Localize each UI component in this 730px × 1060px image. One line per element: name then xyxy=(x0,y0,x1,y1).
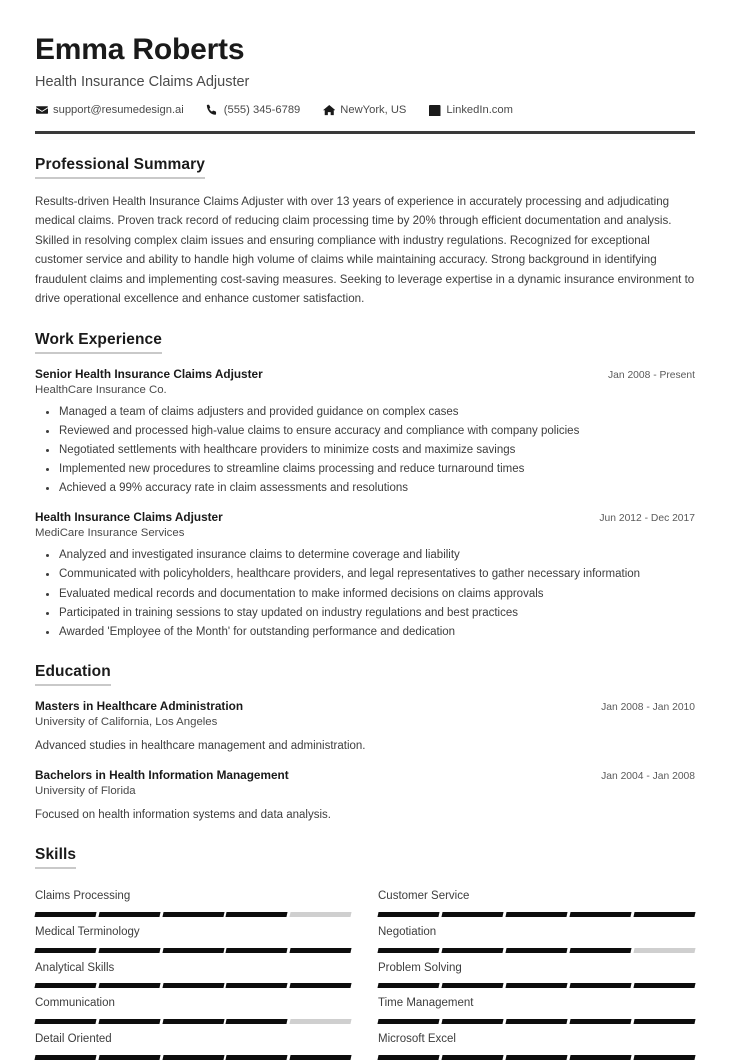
skill-level-segment xyxy=(98,912,160,917)
contact-location-text: NewYork, US xyxy=(340,104,407,117)
work-entry-role: Senior Health Insurance Claims Adjuster xyxy=(35,366,263,381)
list-item: Analyzed and investigated insurance claims to determine coverage and liability xyxy=(57,547,695,564)
skill-item xyxy=(35,988,351,1024)
skill-name: Negotiation xyxy=(378,925,437,938)
skill-level-segment xyxy=(290,1019,352,1024)
skill-level-segment xyxy=(162,948,224,953)
skill-item xyxy=(378,881,695,917)
skill-level-segment xyxy=(505,1019,567,1024)
skills-grid xyxy=(35,881,695,1060)
work-entry-company: MediCare Insurance Services xyxy=(35,527,185,540)
skill-level-bar xyxy=(378,912,695,917)
skill-level-segment xyxy=(377,1019,439,1024)
list-item: Communicated with policyholders, healthcare providers, and legal representatives to gather necessary information xyxy=(57,566,695,583)
home-icon xyxy=(322,104,335,117)
section-work-experience xyxy=(35,331,695,641)
skill-level-segment xyxy=(505,1055,567,1060)
skill-level-segment xyxy=(162,1019,224,1024)
contact-email[interactable] xyxy=(35,104,184,117)
skill-level-bar xyxy=(35,948,351,953)
skill-level-segment xyxy=(441,1019,503,1024)
phone-icon xyxy=(206,104,219,117)
skill-level-segment xyxy=(98,983,160,988)
skill-level-segment xyxy=(34,983,96,988)
education-entry-date: Jan 2004 - Jan 2008 xyxy=(601,770,695,782)
education-entry-degree: Masters in Healthcare Administration xyxy=(35,698,244,713)
skill-level-segment xyxy=(34,1019,96,1024)
skill-name: Claims Processing xyxy=(35,890,131,903)
skill-level-segment xyxy=(226,1019,288,1024)
section-heading-education: Education xyxy=(35,663,111,686)
skill-item xyxy=(378,953,695,989)
skill-level-bar xyxy=(35,912,351,917)
skill-level-segment xyxy=(569,912,631,917)
list-item: Negotiated settlements with healthcare providers to minimize costs and maximize savings xyxy=(57,442,695,459)
skill-level-segment xyxy=(377,912,439,917)
list-item: Managed a team of claims adjusters and provided guidance on complex cases xyxy=(57,404,695,421)
contact-row xyxy=(35,104,695,117)
header-divider xyxy=(35,131,695,134)
skill-level-segment xyxy=(569,948,631,953)
work-entry-bullets xyxy=(35,404,695,497)
skill-level-segment xyxy=(34,912,96,917)
skill-level-segment xyxy=(98,948,160,953)
skill-level-segment xyxy=(505,912,567,917)
contact-email-text: support@resumedesign.ai xyxy=(53,104,184,117)
education-entry-school: University of California, Los Angeles xyxy=(35,715,218,728)
envelope-icon xyxy=(35,104,48,117)
list-item: Awarded 'Employee of the Month' for outstanding performance and dedication xyxy=(57,624,695,641)
section-education xyxy=(35,663,695,825)
skill-level-segment xyxy=(377,1055,439,1060)
work-entry-date: Jun 2012 - Dec 2017 xyxy=(599,513,695,525)
skill-level-segment xyxy=(162,983,224,988)
skill-level-segment xyxy=(226,1055,288,1060)
education-entry-description: Advanced studies in healthcare management and administration. xyxy=(35,739,366,752)
list-item: Participated in training sessions to stay updated on industry regulations and best practices xyxy=(57,605,695,622)
contact-location[interactable] xyxy=(322,104,406,117)
skill-level-segment xyxy=(441,1055,503,1060)
education-entry xyxy=(35,699,695,755)
skill-level-bar xyxy=(35,1019,351,1024)
skill-item xyxy=(35,917,351,953)
section-skills xyxy=(35,846,695,1060)
skill-item xyxy=(378,1024,695,1060)
skill-level-segment xyxy=(505,983,567,988)
education-entry-school: University of Florida xyxy=(35,784,136,797)
skill-level-segment xyxy=(633,948,695,953)
list-item: Achieved a 99% accuracy rate in claim assessments and resolutions xyxy=(57,480,695,497)
skill-name: Communication xyxy=(35,997,115,1010)
skill-level-segment xyxy=(290,912,352,917)
skill-level-bar xyxy=(35,983,351,988)
skill-level-segment xyxy=(441,983,503,988)
skill-level-segment xyxy=(98,1019,160,1024)
skill-level-segment xyxy=(633,983,695,988)
contact-linkedin-text: LinkedIn.com xyxy=(446,104,513,117)
skill-level-segment xyxy=(290,983,352,988)
work-entry-date: Jan 2008 - Present xyxy=(607,369,695,381)
work-entry-head xyxy=(35,367,695,381)
work-entry-company: HealthCare Insurance Co. xyxy=(35,383,167,396)
candidate-name: Emma Roberts xyxy=(35,33,245,66)
education-entry-date: Jan 2008 - Jan 2010 xyxy=(601,701,695,713)
section-heading-work-experience: Work Experience xyxy=(35,331,162,354)
skill-level-segment xyxy=(633,1055,695,1060)
contact-linkedin[interactable] xyxy=(428,104,513,117)
list-item: Reviewed and processed high-value claims to ensure accuracy and compliance with company policies xyxy=(57,423,695,440)
skill-level-bar xyxy=(35,1055,351,1060)
skill-level-segment xyxy=(569,1019,631,1024)
list-item: Implemented new procedures to streamline claims processing and reduce turnaround times xyxy=(57,461,695,478)
skill-name: Analytical Skills xyxy=(35,961,115,974)
skill-level-segment xyxy=(162,912,224,917)
skill-item xyxy=(35,953,351,989)
contact-phone-text: (555) 345-6789 xyxy=(223,104,301,117)
section-heading-skills: Skills xyxy=(35,846,76,869)
contact-phone[interactable] xyxy=(206,104,301,117)
work-entry xyxy=(35,510,695,640)
skill-name: Detail Oriented xyxy=(35,1033,112,1046)
skill-level-segment xyxy=(441,948,503,953)
work-entry xyxy=(35,367,695,497)
skill-level-bar xyxy=(378,1055,695,1060)
skill-level-segment xyxy=(290,948,352,953)
skill-item xyxy=(35,1024,351,1060)
skill-name: Microsoft Excel xyxy=(378,1033,456,1046)
education-entry xyxy=(35,768,695,824)
education-entry-head xyxy=(35,699,695,713)
linkedin-icon xyxy=(428,104,441,117)
skill-level-segment xyxy=(569,983,631,988)
skill-item xyxy=(378,988,695,1024)
education-entry-description: Focused on health information systems and data analysis. xyxy=(35,808,331,821)
resume-header xyxy=(35,0,695,134)
skill-level-bar xyxy=(378,983,695,988)
skill-level-segment xyxy=(441,912,503,917)
education-entry-head xyxy=(35,768,695,782)
skill-name: Customer Service xyxy=(378,890,470,903)
skill-level-segment xyxy=(34,1055,96,1060)
skill-level-segment xyxy=(226,983,288,988)
skill-level-segment xyxy=(34,948,96,953)
skill-level-segment xyxy=(633,1019,695,1024)
summary-paragraph: Results-driven Health Insurance Claims Adjuster with over 13 years of experience in accurately processing and adjudicating medical claims. Proven track record of reducing claim processing time by 20% through efficient documentation and analysis. Skilled in resolving complex claim issues and ensuring compliance with industry regulations. Recognized for exceptional customer service and ability to handle high volume of claims while maintaining accuracy. Strong background in identifying fraudulent claims and implementing cost-saving measures. Seeking to leverage expertise in a dynamic insurance environment to drive operational excellence and enhance customer satisfaction. xyxy=(35,194,695,306)
list-item: Evaluated medical records and documentation to make informed decisions on claims approvals xyxy=(57,586,695,603)
candidate-job-title: Health Insurance Claims Adjuster xyxy=(35,73,250,90)
work-entry-head xyxy=(35,510,695,524)
skill-item xyxy=(378,917,695,953)
skill-level-segment xyxy=(377,948,439,953)
section-heading-summary: Professional Summary xyxy=(35,156,205,179)
skill-level-segment xyxy=(377,983,439,988)
skill-name: Time Management xyxy=(378,997,474,1010)
skill-item xyxy=(35,881,351,917)
work-entry-bullets xyxy=(35,547,695,640)
skill-name: Medical Terminology xyxy=(35,925,140,938)
skill-level-segment xyxy=(633,912,695,917)
work-entry-role: Health Insurance Claims Adjuster xyxy=(35,510,223,525)
skill-level-bar xyxy=(378,948,695,953)
skill-level-bar xyxy=(378,1019,695,1024)
skill-name: Problem Solving xyxy=(378,961,462,974)
skill-level-segment xyxy=(569,1055,631,1060)
skill-level-segment xyxy=(505,948,567,953)
education-entry-degree: Bachelors in Health Information Management xyxy=(35,767,289,782)
skill-level-segment xyxy=(226,912,288,917)
section-professional-summary xyxy=(35,156,695,309)
skill-level-segment xyxy=(226,948,288,953)
skill-level-segment xyxy=(98,1055,160,1060)
skill-level-segment xyxy=(290,1055,352,1060)
skill-level-segment xyxy=(162,1055,224,1060)
